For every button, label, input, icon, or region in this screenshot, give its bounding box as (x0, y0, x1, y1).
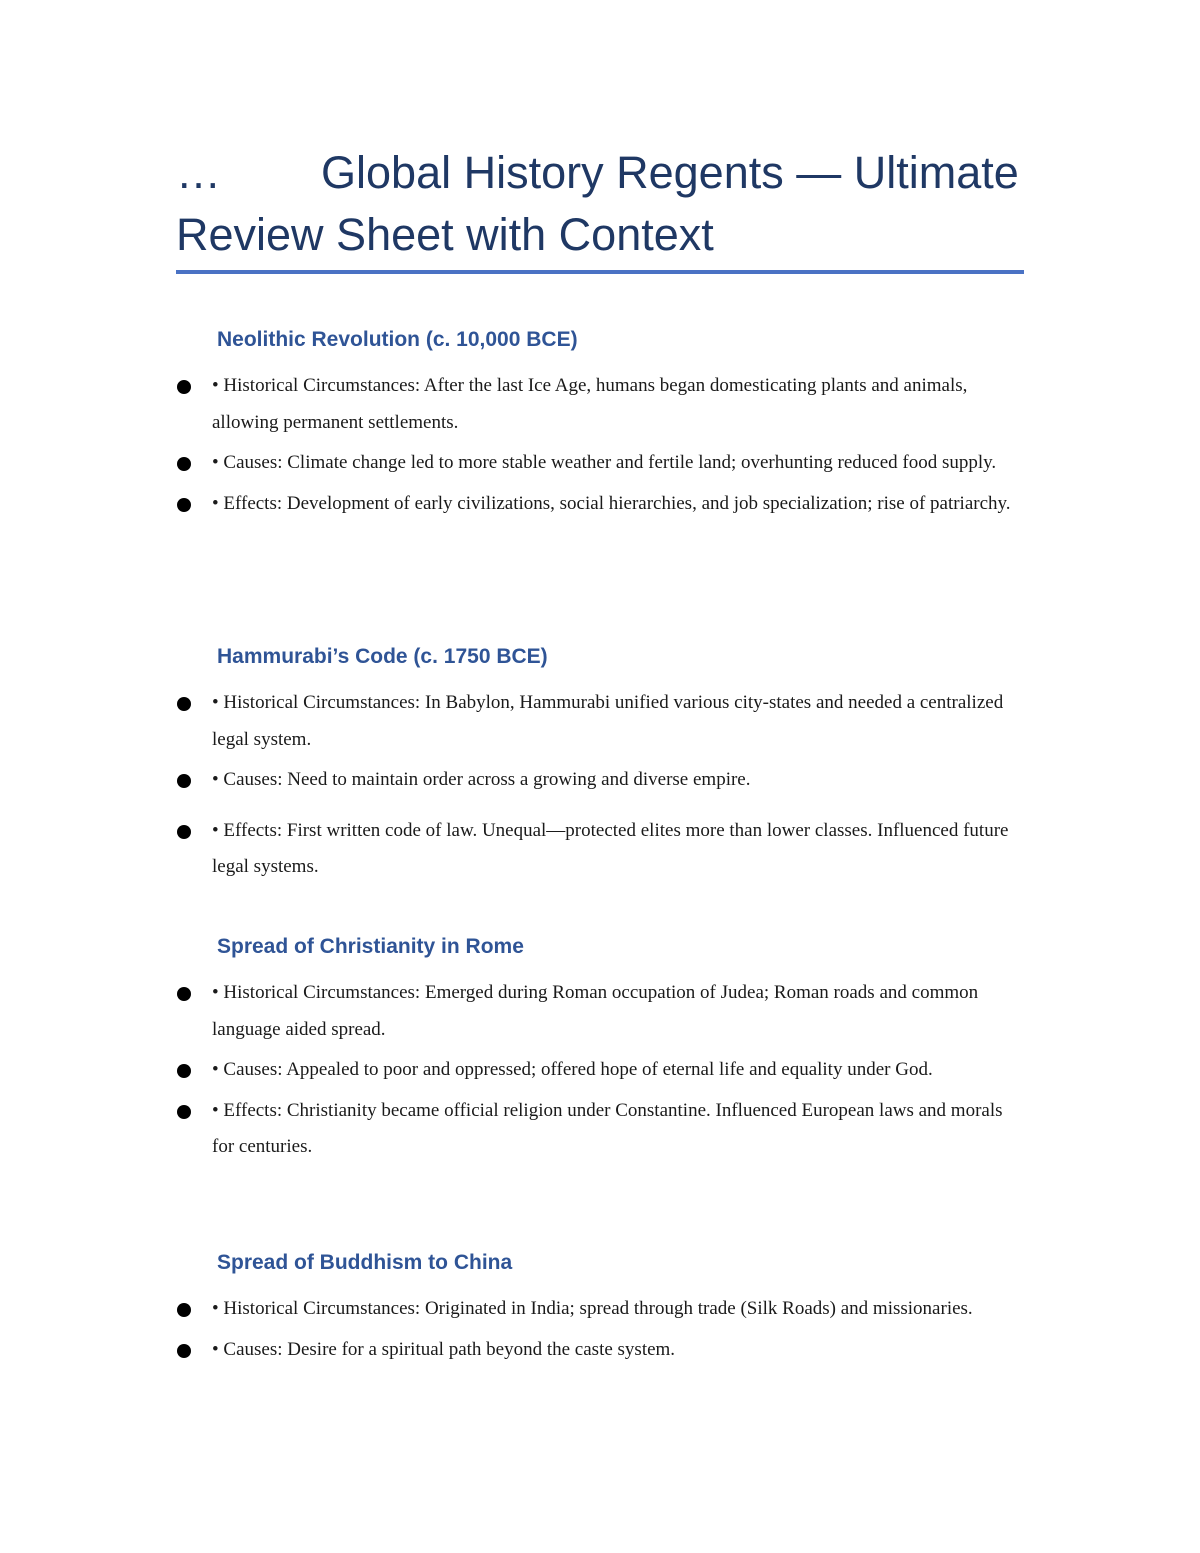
bullet-text: • Historical Circumstances: Emerged during Roman occupation of Judea; Roman roads and common language aided spread. (212, 982, 979, 1040)
section-hammurabis-code (176, 642, 1016, 886)
bullet-list (176, 368, 1016, 522)
bullet-text: • Historical Circumstances: After the last Ice Age, humans began domesticating plants and animals, allowing permanent settlements. (212, 375, 968, 433)
bullet-dot-icon (177, 1303, 191, 1317)
bullet-text: • Causes: Appealed to poor and oppressed; offered hope of eternal life and equality under God. (212, 1059, 933, 1080)
document-title: … Global History Regents — Ultimate Review Sheet with Context (176, 147, 1032, 260)
section-neolithic-revolution (176, 325, 1016, 522)
list-item (176, 368, 1016, 441)
section-heading: Spread of Christianity in Rome (217, 935, 524, 958)
bullet-dot-icon (177, 1105, 191, 1119)
list-item (176, 975, 1016, 1048)
bullet-dot-icon (177, 457, 191, 471)
bullet-dot-icon (177, 697, 191, 711)
bullet-list (176, 1291, 1016, 1368)
bullet-text: • Causes: Desire for a spiritual path beyond the caste system. (212, 1338, 676, 1360)
bullet-text: • Historical Circumstances: Originated in India; spread through trade (Silk Roads) and missionaries. (212, 1298, 973, 1319)
title-underline (176, 270, 1024, 274)
bullet-text: • Effects: Christianity became official religion under Constantine. Influenced European laws and morals for centuries. (212, 1099, 1003, 1157)
list-item (176, 685, 1016, 758)
title-block (176, 142, 1032, 266)
bullet-dot-icon (177, 774, 191, 788)
section-heading: Hammurabi’s Code (c. 1750 BCE) (217, 645, 548, 668)
section-heading: Spread of Buddhism to China (217, 1251, 513, 1274)
bullet-text: • Causes: Climate change led to more stable weather and fertile land; overhunting reduced food supply. (212, 452, 997, 473)
list-item (176, 1291, 1016, 1328)
bullet-text: • Effects: First written code of law. Unequal—protected elites more than lower classes. Influenced future legal systems. (212, 819, 1009, 877)
bullet-dot-icon (177, 1064, 191, 1078)
list-item (176, 813, 1016, 886)
bullet-dot-icon (177, 380, 191, 394)
section-spread-of-buddhism (176, 1248, 1016, 1368)
list-item (176, 486, 1016, 523)
bullet-text: • Historical Circumstances: In Babylon, Hammurabi unified various city-states and needed a centralized legal system. (212, 692, 1004, 750)
bullet-text: • Causes: Need to maintain order across a growing and diverse empire. (212, 769, 751, 790)
bullet-dot-icon (177, 987, 191, 1001)
section-spread-of-christianity (176, 932, 1016, 1166)
bullet-list (176, 975, 1016, 1166)
list-item (176, 1332, 1016, 1369)
list-item (176, 1093, 1016, 1166)
bullet-list (176, 685, 1016, 886)
bullet-dot-icon (177, 825, 191, 839)
list-item (176, 1052, 1016, 1089)
section-heading: Neolithic Revolution (c. 10,000 BCE) (217, 328, 578, 351)
bullet-dot-icon (177, 1344, 191, 1358)
bullet-text: • Effects: Development of early civilizations, social hierarchies, and job specialization; rise of patriarchy. (212, 492, 1011, 514)
bullet-dot-icon (177, 498, 191, 512)
list-item (176, 445, 1016, 482)
list-item (176, 762, 1016, 799)
